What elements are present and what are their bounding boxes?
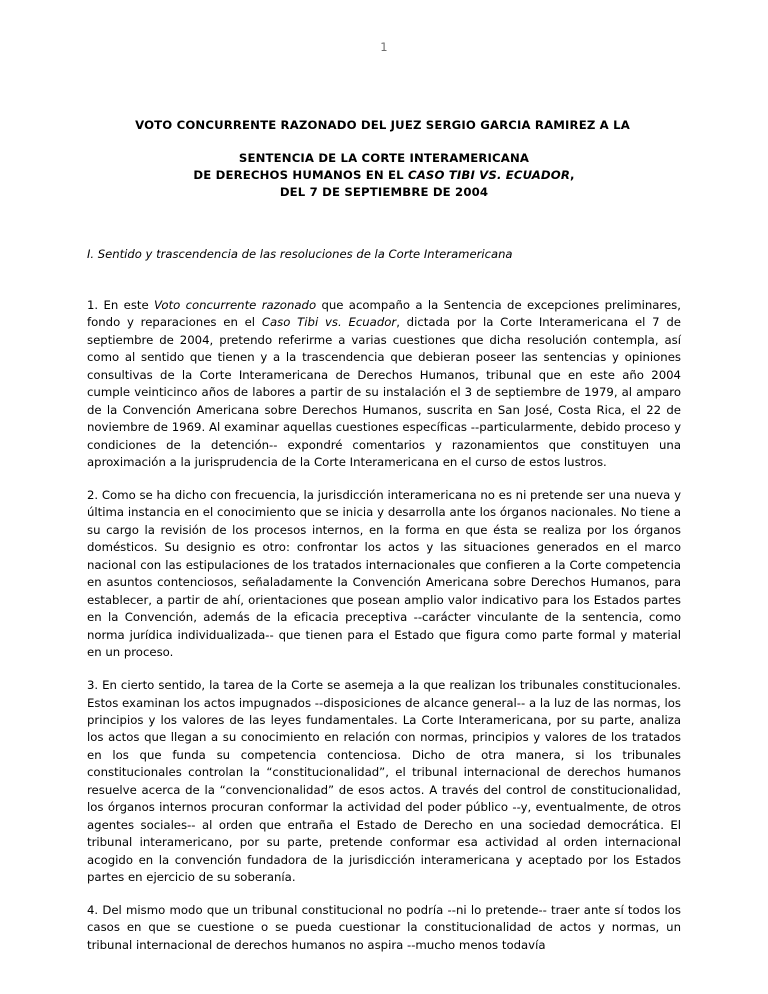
title-subgroup (87, 150, 681, 201)
paragraph-2: 2. Como se ha dicho con frecuencia, la jurisdicción interamericana no es ni pretende ser una nueva y última instancia en el conocimiento que se inicia y desarrolla ante los órganos nacionales. No tiene a su cargo la revisión de los procesos internos, en la forma en que ésta se realiza por los órganos domésticos. Su designio es otro: confrontar los actos y las situaciones generados en el marco nacional con las estipulaciones de los tratados internacionales que confieren a la Corte competencia en asuntos contenciosos, señaladamente la Convención Americana sobre Derechos Humanos, para establecer, a partir de ahí, orientaciones que posean amplio valor indicativo para los Estados partes en la Convención, además de la eficacia preceptiva --carácter vinculante de la sentencia, como norma jurídica individualizada-- que tienen para el Estado que figura como parte formal y material en un proceso. (87, 488, 681, 660)
caso-tibi-italic: Caso Tibi vs. Ecuador (261, 315, 397, 330)
paragraph-1-seg-1: 1. En este (87, 298, 155, 312)
title-line-1: VOTO CONCURRENTE RAZONADO DEL JUEZ SERGIO GARCIA RAMIREZ A LA (135, 118, 630, 132)
title-line-3-suffix: , (570, 168, 575, 182)
paragraph-3: 3. En cierto sentido, la tarea de la Corte se asemeja a la que realizan los tribunales constitucionales. Estos examinan los actos impugnados --disposiciones de alcance general-- a la luz de las normas, los principios y los valores de las leyes fundamentales. La Corte Interamericana, por su parte, analiza los actos que llegan a su conocimiento en relación con normas, principios y valores de los tratados en los que funda su competencia contenciosa. Dicho de otra manera, si los tribunales constitucionales controlan la “constitucionalidad”, el tribunal internacional de derechos humanos resuelve acerca de la “convencionalidad” de esos actos. A través del control de constitucionalidad, los órganos internos procuran conformar la actividad del poder público --y, eventualmente, de otros agentes sociales-- al orden que entraña el Estado de Derecho en una sociedad democrática. El tribunal interamericano, por su parte, pretende conformar esa actividad al orden internacional acogido en la convención fundadora de la jurisdicción interamericana y aceptado por los Estados partes en ejercicio de su soberanía. (87, 678, 681, 885)
section-heading-i: I. Sentido y trascendencia de las resoluciones de la Corte Interamericana (87, 247, 513, 261)
page-number: 1 (380, 40, 388, 54)
paragraph-1-seg-5: , dictada por la Corte Interamericana el 7 de septiembre de 2004, pretendo referirme a varias cuestiones que dicha resolución contempla, así como al sentido que tienen y a la trascendencia que debieran poseer las sentencias y opiniones consultivas de la Corte Interamericana de Derechos Humanos, tribunal que en este año 2004 cumple veinticinco años de labores a partir de su instalación el 3 de septiembre de 1979, al amparo de la Convención Americana sobre Derechos Humanos, suscrita en San José, Costa Rica, el 22 de noviembre de 1969. Al examinar aquellas cuestiones específicas --particularmente, debido proceso y condiciones de la detención-- expondré comentarios y razonamientos que constituyen una aproximación a la jurisprudencia de la Corte Interamericana en el curso de estos lustros. (87, 315, 681, 470)
paragraph-1-seg-3: que acompaño a la Sentencia de excepciones preliminares, fondo y reparaciones en el (87, 298, 681, 330)
title-line-4: DEL 7 DE SEPTIEMBRE DE 2004 (279, 185, 489, 199)
paragraph-4: 4. Del mismo modo que un tribunal constitucional no podría --ni lo pretende-- traer ante sí todos los casos en que se cuestione o se pueda cuestionar la constitucionalidad de actos y normas, un tribunal internacional de derechos humanos no aspira --mucho menos todavía (87, 903, 681, 952)
title-line-3-prefix: DE DERECHOS HUMANOS EN EL (193, 168, 408, 182)
paragraph-1 (87, 297, 681, 472)
document-title (87, 117, 681, 201)
title-line-2: SENTENCIA DE LA CORTE INTERAMERICANA (238, 151, 530, 165)
document-content (87, 0, 681, 954)
title-line-3 (87, 167, 681, 184)
case-name-italic: CASO TIBI VS. ECUADOR (407, 168, 571, 182)
voto-concurrente-italic: Voto concurrente razonado (154, 298, 317, 312)
